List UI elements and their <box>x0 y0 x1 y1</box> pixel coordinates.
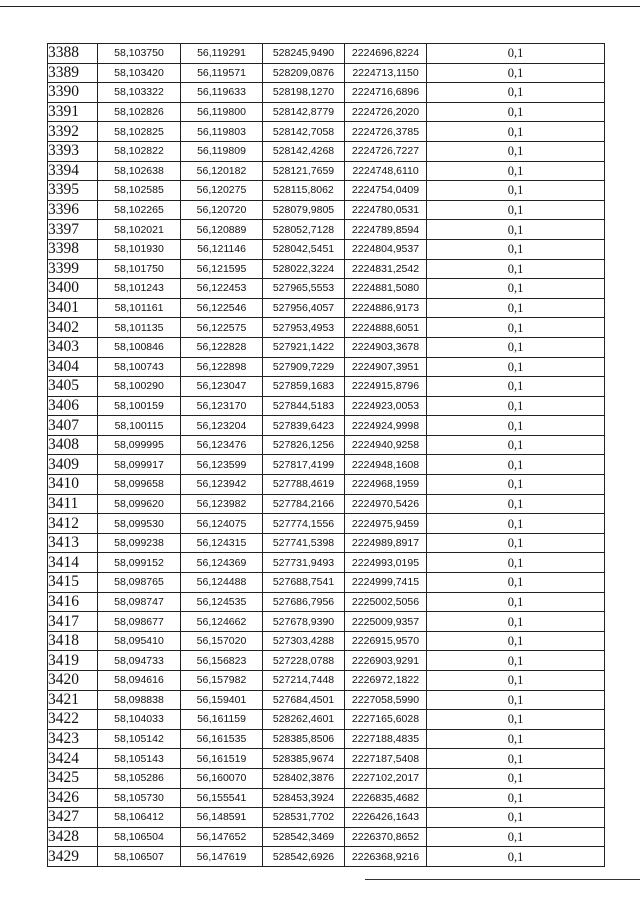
point-number-cell: 3395 <box>48 181 98 201</box>
table-row <box>48 710 605 730</box>
y-coordinate-cell: 2224968,1959 <box>345 475 427 495</box>
accuracy-cell: 0,1 <box>427 161 605 181</box>
y-coordinate-cell: 2226835,4682 <box>345 788 427 808</box>
accuracy-cell: 0,1 <box>427 553 605 573</box>
table-row <box>48 83 605 103</box>
y-coordinate-cell: 2227188,4835 <box>345 729 427 749</box>
longitude-cell: 56,147619 <box>181 847 263 867</box>
latitude-cell: 58,098747 <box>98 592 181 612</box>
longitude-cell: 56,119571 <box>181 63 263 83</box>
latitude-cell: 58,099620 <box>98 494 181 514</box>
table-body <box>48 44 605 867</box>
latitude-cell: 58,103322 <box>98 83 181 103</box>
table-row <box>48 239 605 259</box>
latitude-cell: 58,099530 <box>98 514 181 534</box>
y-coordinate-cell: 2226972,1822 <box>345 671 427 691</box>
latitude-cell: 58,106507 <box>98 847 181 867</box>
y-coordinate-cell: 2224993,0195 <box>345 553 427 573</box>
accuracy-cell: 0,1 <box>427 63 605 83</box>
accuracy-cell: 0,1 <box>427 475 605 495</box>
x-coordinate-cell: 527953,4953 <box>263 318 345 338</box>
longitude-cell: 56,119809 <box>181 141 263 161</box>
accuracy-cell: 0,1 <box>427 141 605 161</box>
table-row <box>48 357 605 377</box>
latitude-cell: 58,100846 <box>98 337 181 357</box>
table-row <box>48 141 605 161</box>
point-number-cell: 3406 <box>48 396 98 416</box>
latitude-cell: 58,094733 <box>98 651 181 671</box>
accuracy-cell: 0,1 <box>427 514 605 534</box>
accuracy-cell: 0,1 <box>427 259 605 279</box>
accuracy-cell: 0,1 <box>427 690 605 710</box>
x-coordinate-cell: 527741,5398 <box>263 533 345 553</box>
longitude-cell: 56,124535 <box>181 592 263 612</box>
latitude-cell: 58,102021 <box>98 220 181 240</box>
accuracy-cell: 0,1 <box>427 729 605 749</box>
point-number-cell: 3415 <box>48 573 98 593</box>
longitude-cell: 56,156823 <box>181 651 263 671</box>
table-row <box>48 612 605 632</box>
point-number-cell: 3391 <box>48 102 98 122</box>
latitude-cell: 58,106412 <box>98 808 181 828</box>
longitude-cell: 56,120720 <box>181 200 263 220</box>
point-number-cell: 3388 <box>48 44 98 64</box>
accuracy-cell: 0,1 <box>427 494 605 514</box>
table-row <box>48 788 605 808</box>
accuracy-cell: 0,1 <box>427 44 605 64</box>
x-coordinate-cell: 527214,7448 <box>263 671 345 691</box>
table-row <box>48 808 605 828</box>
table-row <box>48 455 605 475</box>
y-coordinate-cell: 2224923,0053 <box>345 396 427 416</box>
table-row <box>48 318 605 338</box>
table-row <box>48 44 605 64</box>
accuracy-cell: 0,1 <box>427 122 605 142</box>
latitude-cell: 58,105286 <box>98 768 181 788</box>
longitude-cell: 56,122575 <box>181 318 263 338</box>
latitude-cell: 58,102825 <box>98 122 181 142</box>
longitude-cell: 56,121146 <box>181 239 263 259</box>
table-row <box>48 435 605 455</box>
x-coordinate-cell: 527228,0788 <box>263 651 345 671</box>
table-row <box>48 161 605 181</box>
accuracy-cell: 0,1 <box>427 808 605 828</box>
point-number-cell: 3393 <box>48 141 98 161</box>
point-number-cell: 3417 <box>48 612 98 632</box>
table-row <box>48 573 605 593</box>
table-row <box>48 514 605 534</box>
x-coordinate-cell: 527784,2166 <box>263 494 345 514</box>
y-coordinate-cell: 2224716,6896 <box>345 83 427 103</box>
x-coordinate-cell: 528262,4601 <box>263 710 345 730</box>
latitude-cell: 58,100159 <box>98 396 181 416</box>
latitude-cell: 58,098838 <box>98 690 181 710</box>
y-coordinate-cell: 2224726,7227 <box>345 141 427 161</box>
accuracy-cell: 0,1 <box>427 357 605 377</box>
x-coordinate-cell: 528209,0876 <box>263 63 345 83</box>
x-coordinate-cell: 528198,1270 <box>263 83 345 103</box>
y-coordinate-cell: 2224754,0409 <box>345 181 427 201</box>
x-coordinate-cell: 528052,7128 <box>263 220 345 240</box>
longitude-cell: 56,122453 <box>181 279 263 299</box>
point-number-cell: 3405 <box>48 377 98 397</box>
longitude-cell: 56,124662 <box>181 612 263 632</box>
latitude-cell: 58,105143 <box>98 749 181 769</box>
table-row <box>48 63 605 83</box>
longitude-cell: 56,155541 <box>181 788 263 808</box>
table-row <box>48 768 605 788</box>
y-coordinate-cell: 2224989,8917 <box>345 533 427 553</box>
latitude-cell: 58,102826 <box>98 102 181 122</box>
table-row <box>48 220 605 240</box>
accuracy-cell: 0,1 <box>427 592 605 612</box>
point-number-cell: 3418 <box>48 631 98 651</box>
accuracy-cell: 0,1 <box>427 788 605 808</box>
table-row <box>48 494 605 514</box>
point-number-cell: 3428 <box>48 827 98 847</box>
longitude-cell: 56,157982 <box>181 671 263 691</box>
x-coordinate-cell: 527844,5183 <box>263 396 345 416</box>
latitude-cell: 58,103420 <box>98 63 181 83</box>
x-coordinate-cell: 528453,3924 <box>263 788 345 808</box>
point-number-cell: 3423 <box>48 729 98 749</box>
point-number-cell: 3413 <box>48 533 98 553</box>
longitude-cell: 56,147652 <box>181 827 263 847</box>
table-row <box>48 122 605 142</box>
latitude-cell: 58,098677 <box>98 612 181 632</box>
y-coordinate-cell: 2224726,3785 <box>345 122 427 142</box>
longitude-cell: 56,119291 <box>181 44 263 64</box>
y-coordinate-cell: 2224713,1150 <box>345 63 427 83</box>
y-coordinate-cell: 2226370,8652 <box>345 827 427 847</box>
latitude-cell: 58,102822 <box>98 141 181 161</box>
x-coordinate-cell: 527956,4057 <box>263 298 345 318</box>
accuracy-cell: 0,1 <box>427 651 605 671</box>
table-row <box>48 631 605 651</box>
x-coordinate-cell: 527788,4619 <box>263 475 345 495</box>
y-coordinate-cell: 2224789,8594 <box>345 220 427 240</box>
latitude-cell: 58,094616 <box>98 671 181 691</box>
y-coordinate-cell: 2226368,9216 <box>345 847 427 867</box>
longitude-cell: 56,123204 <box>181 416 263 436</box>
latitude-cell: 58,100115 <box>98 416 181 436</box>
x-coordinate-cell: 528079,9805 <box>263 200 345 220</box>
table-row <box>48 416 605 436</box>
point-number-cell: 3394 <box>48 161 98 181</box>
table-row <box>48 102 605 122</box>
table-row <box>48 651 605 671</box>
point-number-cell: 3398 <box>48 239 98 259</box>
latitude-cell: 58,102585 <box>98 181 181 201</box>
table-row <box>48 749 605 769</box>
latitude-cell: 58,095410 <box>98 631 181 651</box>
point-number-cell: 3397 <box>48 220 98 240</box>
longitude-cell: 56,120182 <box>181 161 263 181</box>
table-row <box>48 729 605 749</box>
point-number-cell: 3422 <box>48 710 98 730</box>
x-coordinate-cell: 528531,7702 <box>263 808 345 828</box>
longitude-cell: 56,123476 <box>181 435 263 455</box>
x-coordinate-cell: 527965,5553 <box>263 279 345 299</box>
point-number-cell: 3404 <box>48 357 98 377</box>
x-coordinate-cell: 527817,4199 <box>263 455 345 475</box>
point-number-cell: 3426 <box>48 788 98 808</box>
point-number-cell: 3399 <box>48 259 98 279</box>
x-coordinate-cell: 528022,3224 <box>263 259 345 279</box>
longitude-cell: 56,120275 <box>181 181 263 201</box>
x-coordinate-cell: 527909,7229 <box>263 357 345 377</box>
latitude-cell: 58,101161 <box>98 298 181 318</box>
coordinates-table <box>47 43 605 867</box>
accuracy-cell: 0,1 <box>427 612 605 632</box>
y-coordinate-cell: 2227187,5408 <box>345 749 427 769</box>
longitude-cell: 56,122828 <box>181 337 263 357</box>
y-coordinate-cell: 2227165,6028 <box>345 710 427 730</box>
table-row <box>48 553 605 573</box>
y-coordinate-cell: 2226903,9291 <box>345 651 427 671</box>
point-number-cell: 3396 <box>48 200 98 220</box>
y-coordinate-cell: 2224948,1608 <box>345 455 427 475</box>
latitude-cell: 58,105730 <box>98 788 181 808</box>
point-number-cell: 3401 <box>48 298 98 318</box>
point-number-cell: 3420 <box>48 671 98 691</box>
point-number-cell: 3416 <box>48 592 98 612</box>
x-coordinate-cell: 528142,8779 <box>263 102 345 122</box>
y-coordinate-cell: 2224903,3678 <box>345 337 427 357</box>
point-number-cell: 3390 <box>48 83 98 103</box>
accuracy-cell: 0,1 <box>427 416 605 436</box>
longitude-cell: 56,124075 <box>181 514 263 534</box>
y-coordinate-cell: 2224748,6110 <box>345 161 427 181</box>
point-number-cell: 3425 <box>48 768 98 788</box>
point-number-cell: 3429 <box>48 847 98 867</box>
table-row <box>48 259 605 279</box>
accuracy-cell: 0,1 <box>427 533 605 553</box>
top-rule <box>0 6 640 7</box>
x-coordinate-cell: 528385,9674 <box>263 749 345 769</box>
x-coordinate-cell: 528542,6926 <box>263 847 345 867</box>
accuracy-cell: 0,1 <box>427 631 605 651</box>
accuracy-cell: 0,1 <box>427 318 605 338</box>
longitude-cell: 56,161535 <box>181 729 263 749</box>
x-coordinate-cell: 528542,3469 <box>263 827 345 847</box>
y-coordinate-cell: 2224726,2020 <box>345 102 427 122</box>
latitude-cell: 58,106504 <box>98 827 181 847</box>
x-coordinate-cell: 527774,1556 <box>263 514 345 534</box>
table-row <box>48 827 605 847</box>
y-coordinate-cell: 2224940,9258 <box>345 435 427 455</box>
x-coordinate-cell: 527303,4288 <box>263 631 345 651</box>
y-coordinate-cell: 2226426,1643 <box>345 808 427 828</box>
point-number-cell: 3411 <box>48 494 98 514</box>
longitude-cell: 56,123982 <box>181 494 263 514</box>
longitude-cell: 56,124488 <box>181 573 263 593</box>
point-number-cell: 3403 <box>48 337 98 357</box>
y-coordinate-cell: 2226915,9570 <box>345 631 427 651</box>
longitude-cell: 56,120889 <box>181 220 263 240</box>
accuracy-cell: 0,1 <box>427 749 605 769</box>
y-coordinate-cell: 2227102,2017 <box>345 768 427 788</box>
accuracy-cell: 0,1 <box>427 396 605 416</box>
latitude-cell: 58,105142 <box>98 729 181 749</box>
accuracy-cell: 0,1 <box>427 827 605 847</box>
accuracy-cell: 0,1 <box>427 847 605 867</box>
latitude-cell: 58,099238 <box>98 533 181 553</box>
accuracy-cell: 0,1 <box>427 671 605 691</box>
point-number-cell: 3414 <box>48 553 98 573</box>
y-coordinate-cell: 2227058,5990 <box>345 690 427 710</box>
table-row <box>48 298 605 318</box>
longitude-cell: 56,124315 <box>181 533 263 553</box>
point-number-cell: 3424 <box>48 749 98 769</box>
x-coordinate-cell: 527826,1256 <box>263 435 345 455</box>
bottom-rule <box>365 879 640 880</box>
longitude-cell: 56,119803 <box>181 122 263 142</box>
latitude-cell: 58,099658 <box>98 475 181 495</box>
latitude-cell: 58,102638 <box>98 161 181 181</box>
x-coordinate-cell: 528042,5451 <box>263 239 345 259</box>
latitude-cell: 58,101930 <box>98 239 181 259</box>
point-number-cell: 3412 <box>48 514 98 534</box>
table-row <box>48 279 605 299</box>
x-coordinate-cell: 527686,7956 <box>263 592 345 612</box>
x-coordinate-cell: 527684,4501 <box>263 690 345 710</box>
table-row <box>48 200 605 220</box>
accuracy-cell: 0,1 <box>427 181 605 201</box>
y-coordinate-cell: 2224888,6051 <box>345 318 427 338</box>
latitude-cell: 58,103750 <box>98 44 181 64</box>
table-row <box>48 337 605 357</box>
y-coordinate-cell: 2224804,9537 <box>345 239 427 259</box>
latitude-cell: 58,104033 <box>98 710 181 730</box>
table-row <box>48 671 605 691</box>
latitude-cell: 58,101243 <box>98 279 181 299</box>
x-coordinate-cell: 528385,8506 <box>263 729 345 749</box>
accuracy-cell: 0,1 <box>427 220 605 240</box>
x-coordinate-cell: 528142,4268 <box>263 141 345 161</box>
longitude-cell: 56,148591 <box>181 808 263 828</box>
point-number-cell: 3407 <box>48 416 98 436</box>
longitude-cell: 56,157020 <box>181 631 263 651</box>
y-coordinate-cell: 2224975,9459 <box>345 514 427 534</box>
x-coordinate-cell: 527688,7541 <box>263 573 345 593</box>
longitude-cell: 56,121595 <box>181 259 263 279</box>
longitude-cell: 56,123170 <box>181 396 263 416</box>
y-coordinate-cell: 2224915,8796 <box>345 377 427 397</box>
longitude-cell: 56,123047 <box>181 377 263 397</box>
y-coordinate-cell: 2224780,0531 <box>345 200 427 220</box>
accuracy-cell: 0,1 <box>427 279 605 299</box>
latitude-cell: 58,101135 <box>98 318 181 338</box>
point-number-cell: 3427 <box>48 808 98 828</box>
point-number-cell: 3400 <box>48 279 98 299</box>
accuracy-cell: 0,1 <box>427 83 605 103</box>
latitude-cell: 58,099917 <box>98 455 181 475</box>
x-coordinate-cell: 527839,6423 <box>263 416 345 436</box>
longitude-cell: 56,161159 <box>181 710 263 730</box>
x-coordinate-cell: 527859,1683 <box>263 377 345 397</box>
latitude-cell: 58,098765 <box>98 573 181 593</box>
y-coordinate-cell: 2224696,8224 <box>345 44 427 64</box>
y-coordinate-cell: 2224970,5426 <box>345 494 427 514</box>
y-coordinate-cell: 2224924,9998 <box>345 416 427 436</box>
table-row <box>48 690 605 710</box>
longitude-cell: 56,161519 <box>181 749 263 769</box>
accuracy-cell: 0,1 <box>427 768 605 788</box>
latitude-cell: 58,099152 <box>98 553 181 573</box>
accuracy-cell: 0,1 <box>427 239 605 259</box>
table-row <box>48 475 605 495</box>
point-number-cell: 3389 <box>48 63 98 83</box>
latitude-cell: 58,100290 <box>98 377 181 397</box>
longitude-cell: 56,119633 <box>181 83 263 103</box>
longitude-cell: 56,160070 <box>181 768 263 788</box>
accuracy-cell: 0,1 <box>427 377 605 397</box>
longitude-cell: 56,122898 <box>181 357 263 377</box>
point-number-cell: 3409 <box>48 455 98 475</box>
longitude-cell: 56,122546 <box>181 298 263 318</box>
latitude-cell: 58,101750 <box>98 259 181 279</box>
longitude-cell: 56,123942 <box>181 475 263 495</box>
accuracy-cell: 0,1 <box>427 200 605 220</box>
table-row <box>48 396 605 416</box>
x-coordinate-cell: 528115,8062 <box>263 181 345 201</box>
accuracy-cell: 0,1 <box>427 337 605 357</box>
longitude-cell: 56,119800 <box>181 102 263 122</box>
table-row <box>48 533 605 553</box>
y-coordinate-cell: 2224881,5080 <box>345 279 427 299</box>
x-coordinate-cell: 528142,7058 <box>263 122 345 142</box>
latitude-cell: 58,102265 <box>98 200 181 220</box>
x-coordinate-cell: 527731,9493 <box>263 553 345 573</box>
longitude-cell: 56,159401 <box>181 690 263 710</box>
point-number-cell: 3410 <box>48 475 98 495</box>
point-number-cell: 3419 <box>48 651 98 671</box>
point-number-cell: 3392 <box>48 122 98 142</box>
y-coordinate-cell: 2224886,9173 <box>345 298 427 318</box>
y-coordinate-cell: 2224999,7415 <box>345 573 427 593</box>
y-coordinate-cell: 2225002,5056 <box>345 592 427 612</box>
point-number-cell: 3402 <box>48 318 98 338</box>
x-coordinate-cell: 528402,3876 <box>263 768 345 788</box>
y-coordinate-cell: 2224831,2542 <box>345 259 427 279</box>
accuracy-cell: 0,1 <box>427 298 605 318</box>
longitude-cell: 56,124369 <box>181 553 263 573</box>
table-row <box>48 377 605 397</box>
accuracy-cell: 0,1 <box>427 435 605 455</box>
table-row <box>48 592 605 612</box>
x-coordinate-cell: 527678,9390 <box>263 612 345 632</box>
latitude-cell: 58,100743 <box>98 357 181 377</box>
latitude-cell: 58,099995 <box>98 435 181 455</box>
point-number-cell: 3421 <box>48 690 98 710</box>
accuracy-cell: 0,1 <box>427 455 605 475</box>
x-coordinate-cell: 528245,9490 <box>263 44 345 64</box>
accuracy-cell: 0,1 <box>427 102 605 122</box>
point-number-cell: 3408 <box>48 435 98 455</box>
x-coordinate-cell: 527921,1422 <box>263 337 345 357</box>
x-coordinate-cell: 528121,7659 <box>263 161 345 181</box>
y-coordinate-cell: 2225009,9357 <box>345 612 427 632</box>
longitude-cell: 56,123599 <box>181 455 263 475</box>
table-row <box>48 181 605 201</box>
accuracy-cell: 0,1 <box>427 710 605 730</box>
accuracy-cell: 0,1 <box>427 573 605 593</box>
table-row <box>48 847 605 867</box>
y-coordinate-cell: 2224907,3951 <box>345 357 427 377</box>
